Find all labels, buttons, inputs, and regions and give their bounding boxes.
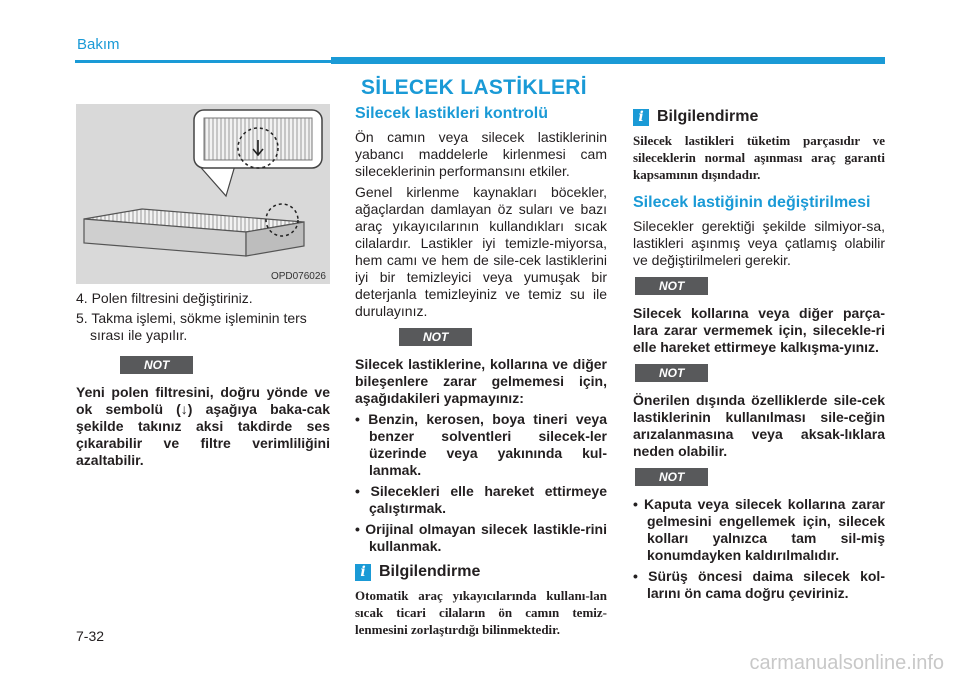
note-badge: NOT <box>635 364 708 382</box>
info-title: Bilgilendirme <box>379 563 481 580</box>
column-middle <box>355 104 607 644</box>
subheading-wiper-replace: Silecek lastiğinin değiştirilmesi <box>633 194 871 211</box>
watermark: carmanualsonline.info <box>749 652 944 674</box>
info-title: Bilgilendirme <box>657 108 759 125</box>
list-item: • Sürüş öncesi daima silecek kol-larını ön cama doğru çeviriniz. <box>633 568 885 601</box>
list-item: • Kaputa veya silecek kollarına zarar gelmesini engellemek için, silecek kolları yalnızca tam sil-miş konumdayken kaldırılmalıdır. <box>633 496 885 563</box>
note-badge: NOT <box>635 277 708 295</box>
warning-list <box>355 411 607 555</box>
section-label: Bakım <box>77 36 120 53</box>
page-number: 7-32 <box>76 628 105 644</box>
figure-cabin-filter <box>76 104 330 284</box>
note-text: Silecek kollarına veya diğer parça-lara zarar vermemek için, silecekle-ri elle hareket ettirmeye kalkışma-yınız. <box>633 305 885 355</box>
note-badge: NOT <box>120 356 193 374</box>
note-badge: NOT <box>635 468 708 486</box>
column-right <box>633 104 885 606</box>
info-text: Silecek lastikleri tüketim parçasıdır ve sileceklerin normal aşınması araç garanti kapsamının dışındadır. <box>633 133 885 182</box>
subheading-wiper-check: Silecek lastikleri kontrolü <box>355 105 548 122</box>
paragraph: Genel kirlenme kaynakları böcekler, ağaçlardan damlayan öz suları ve bazı araç yıkayıcılarının kullandıkları sıcak cilalardır. Lastikler iyi temizle-miyorsa, hem camı ve hem de sile-cek lastiklerini iyi bir temizleyici veya yumuşak bir deterjanla temizleyiniz ve temiz su ile durulayınız. <box>355 184 607 319</box>
paragraph: Silecekler gerektiği şekilde silmiyor-sa, lastikleri aşınmış veya çatlamış olabilir ve değiştirilmeleri gerekir. <box>633 218 885 268</box>
step-4: 4. Polen filtresini değiştiriniz. <box>76 290 253 306</box>
note-text: Önerilen dışında özelliklerde sile-cek lastiklerinin kullanılması sile-ceğin arızalanmasına veya aksak-lıklara neden olabilir. <box>633 392 885 459</box>
note-text: Yeni polen filtresini, doğru yönde ve ok sembolü (↓) aşağıya baka-cak şekilde takınız aksi takdirde ses çıkarabilir ve filtre verimliliğini azaltabilir. <box>76 384 330 468</box>
info-text: Otomatik araç yıkayıcılarında kullanı-lan sıcak ticari cilaların ön camın temiz-lenmesini zorlaştırdığı bilinmektedir. <box>355 588 607 637</box>
step-5: 5. Takma işlemi, sökme işleminin ters sırası ile yapılır. <box>76 310 307 343</box>
list-item: • Benzin, kerosen, boya tineri veya benzer solventleri silecek-ler üzerinde veya yakınında kul-lanmak. <box>355 411 607 478</box>
list-item: • Orijinal olmayan silecek lastikle-rini kullanmak. <box>355 521 607 554</box>
header-rule-thick <box>331 57 885 64</box>
caution-list <box>633 496 885 602</box>
info-header <box>355 563 607 581</box>
paragraph: Ön camın veya silecek lastiklerinin yabancı maddelerle kirlenmesi cam sileceklerinin performansını etkiler. <box>355 129 607 179</box>
page-title: SİLECEK LASTİKLERİ <box>361 76 587 99</box>
header-rule-thin <box>75 60 331 63</box>
note-intro: Silecek lastiklerine, kollarına ve diğer bileşenlere zarar gelmemesi için, aşağıdakileri yapmayınız: <box>355 356 607 406</box>
figure-code: OPD076026 <box>270 271 326 282</box>
note-badge: NOT <box>399 328 472 346</box>
column-left <box>76 104 330 473</box>
info-icon: i <box>633 109 649 126</box>
cabin-filter-illustration <box>76 104 330 284</box>
info-icon: i <box>355 564 371 581</box>
list-item: • Silecekleri elle hareket ettirmeye çalıştırmak. <box>355 483 607 516</box>
info-header <box>633 108 885 126</box>
